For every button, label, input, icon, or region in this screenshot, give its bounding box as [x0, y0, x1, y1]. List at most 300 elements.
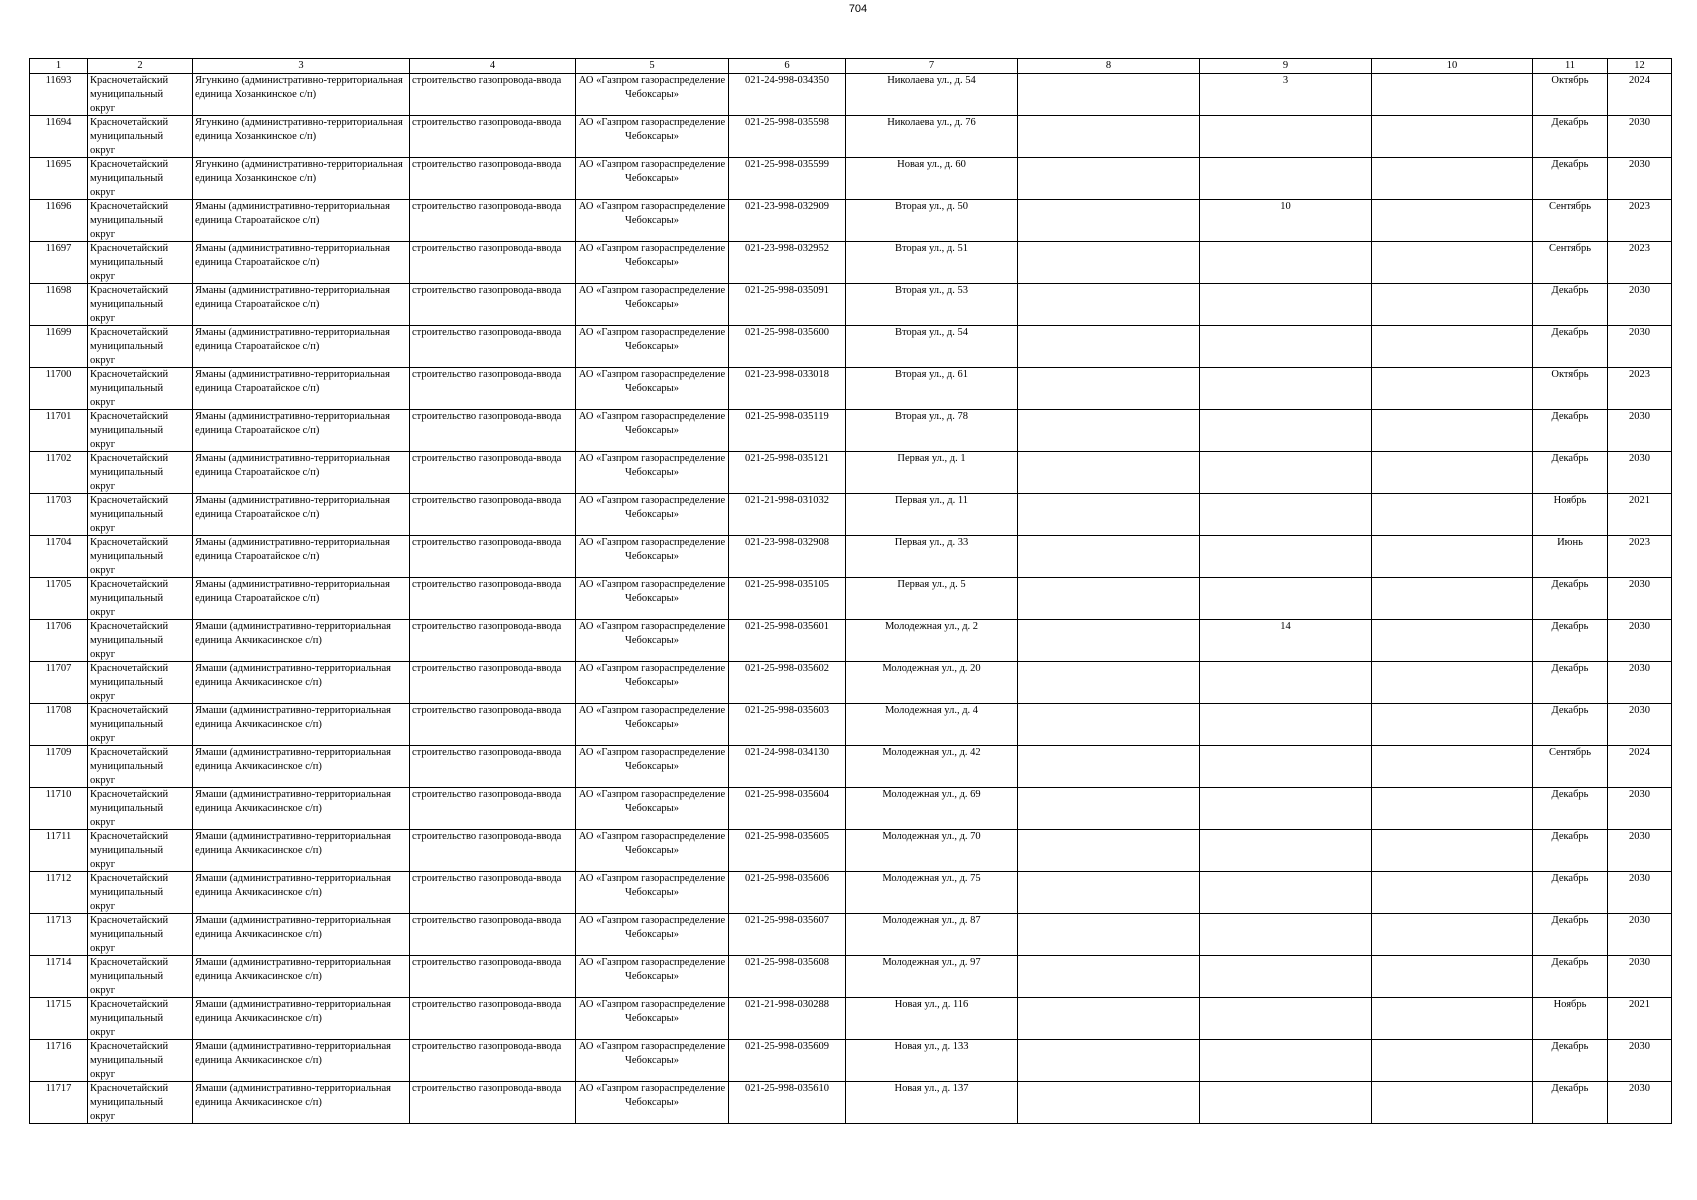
- column-8-cell: [1018, 872, 1200, 914]
- work-type-cell: [410, 872, 576, 914]
- organization-cell-text: АО «Газпром газораспределение Чебоксары»: [578, 915, 726, 940]
- row-number-cell: [30, 536, 88, 578]
- address-cell-text: Вторая ул., д. 54: [894, 327, 969, 338]
- work-type-cell-text: строительство газопровода-ввода: [412, 117, 562, 128]
- district-cell: [88, 410, 193, 452]
- work-type-cell: [410, 914, 576, 956]
- district-cell-text: Красночетайский муниципальный округ: [90, 285, 169, 324]
- row-number-cell-text: 11714: [45, 957, 72, 968]
- column-9-cell: [1200, 284, 1372, 326]
- column-10-cell: [1372, 620, 1533, 662]
- column-10-cell-text: [1374, 704, 1530, 745]
- table-row: [30, 788, 1672, 830]
- table-row: [30, 200, 1672, 242]
- month-cell: [1533, 158, 1608, 200]
- object-code-cell-text: 021-24-998-034350: [745, 75, 829, 86]
- row-number-cell-text: 11701: [45, 411, 72, 422]
- object-code-cell-text: 021-25-998-035105: [745, 579, 829, 590]
- district-cell: [88, 746, 193, 788]
- column-9-cell-text: [1202, 116, 1369, 157]
- locality-cell: [193, 74, 410, 116]
- work-type-cell-text: строительство газопровода-ввода: [412, 327, 562, 338]
- work-type-cell: [410, 452, 576, 494]
- locality-cell: [193, 914, 410, 956]
- district-cell-text: Красночетайский муниципальный округ: [90, 495, 169, 534]
- column-header: 5: [576, 59, 729, 74]
- column-10-cell: [1372, 284, 1533, 326]
- column-10-cell: [1372, 452, 1533, 494]
- organization-cell-text: АО «Газпром газораспределение Чебоксары»: [578, 285, 726, 310]
- district-cell: [88, 704, 193, 746]
- address-cell: [846, 1040, 1018, 1082]
- column-8-cell: [1018, 368, 1200, 410]
- column-9-cell: [1200, 746, 1372, 788]
- district-cell-text: Красночетайский муниципальный округ: [90, 75, 169, 114]
- column-8-cell-text: [1020, 242, 1197, 283]
- month-cell: [1533, 410, 1608, 452]
- address-cell-text: Новая ул., д. 137: [894, 1083, 969, 1094]
- locality-cell-text: Ягункино (административно-территориальная единица Хозанкинское с/п): [195, 159, 403, 184]
- locality-cell-text: Ямаши (административно-территориальная единица Акчикасинское с/п): [195, 663, 391, 688]
- table-row: [30, 1082, 1672, 1124]
- column-9-cell-text: [1202, 242, 1369, 283]
- row-number-cell: [30, 704, 88, 746]
- address-cell-text: Вторая ул., д. 51: [894, 243, 969, 254]
- organization-cell-text: АО «Газпром газораспределение Чебоксары»: [578, 495, 726, 520]
- locality-cell-text: Ямаши (административно-территориальная единица Акчикасинское с/п): [195, 831, 391, 856]
- month-cell: [1533, 74, 1608, 116]
- work-type-cell: [410, 998, 576, 1040]
- column-10-cell: [1372, 158, 1533, 200]
- year-cell-text: 2023: [1629, 201, 1650, 212]
- row-number-cell: [30, 410, 88, 452]
- month-cell-text: Декабрь: [1551, 453, 1589, 464]
- column-9-cell-text: [1202, 998, 1369, 1039]
- month-cell-text: Октябрь: [1551, 369, 1589, 380]
- address-cell: [846, 704, 1018, 746]
- row-number-cell-text: 11694: [45, 117, 72, 128]
- object-code-cell: [729, 872, 846, 914]
- month-cell: [1533, 536, 1608, 578]
- address-cell-text: Первая ул., д. 11: [894, 495, 969, 506]
- work-type-cell: [410, 200, 576, 242]
- column-9-cell-text: [1202, 158, 1369, 199]
- object-code-cell-text: 021-25-998-035602: [745, 663, 829, 674]
- year-cell-text: 2030: [1629, 159, 1650, 170]
- month-cell: [1533, 914, 1608, 956]
- locality-cell: [193, 620, 410, 662]
- work-type-cell: [410, 494, 576, 536]
- row-number-cell-text: 11713: [45, 915, 72, 926]
- row-number-cell: [30, 662, 88, 704]
- column-8-cell-text: [1020, 410, 1197, 451]
- column-9-cell-text: [1202, 704, 1369, 745]
- row-number-cell-text: 11706: [45, 621, 72, 632]
- table-row: [30, 326, 1672, 368]
- object-code-cell-text: 021-25-998-035121: [745, 453, 829, 464]
- month-cell-text: Ноябрь: [1553, 495, 1587, 506]
- row-number-cell: [30, 200, 88, 242]
- district-cell-text: Красночетайский муниципальный округ: [90, 1041, 169, 1080]
- object-code-cell-text: 021-25-998-035600: [745, 327, 829, 338]
- column-header: 8: [1018, 59, 1200, 74]
- work-type-cell: [410, 368, 576, 410]
- column-10-cell-text: [1374, 1040, 1530, 1081]
- organization-cell-text: АО «Газпром газораспределение Чебоксары»: [578, 327, 726, 352]
- object-code-cell: [729, 746, 846, 788]
- column-8-cell-text: [1020, 74, 1197, 115]
- row-number-cell: [30, 746, 88, 788]
- table-row: [30, 452, 1672, 494]
- column-9-cell: [1200, 368, 1372, 410]
- month-cell-text: Декабрь: [1551, 1041, 1589, 1052]
- object-code-cell-text: 021-25-998-035599: [745, 159, 829, 170]
- object-code-cell-text: 021-23-998-033018: [745, 369, 829, 380]
- year-cell-text: 2030: [1629, 957, 1650, 968]
- district-cell: [88, 452, 193, 494]
- row-number-cell: [30, 74, 88, 116]
- work-type-cell-text: строительство газопровода-ввода: [412, 285, 562, 296]
- year-cell: [1608, 242, 1672, 284]
- year-cell: [1608, 1082, 1672, 1124]
- month-cell-text: Декабрь: [1551, 159, 1589, 170]
- column-10-cell-text: [1374, 284, 1530, 325]
- work-type-cell-text: строительство газопровода-ввода: [412, 453, 562, 464]
- row-number-cell: [30, 284, 88, 326]
- month-cell-text: Сентябрь: [1548, 243, 1592, 254]
- column-9-cell: [1200, 914, 1372, 956]
- year-cell: [1608, 1040, 1672, 1082]
- column-10-cell-text: [1374, 452, 1530, 493]
- year-cell: [1608, 158, 1672, 200]
- year-cell-text: 2030: [1629, 579, 1650, 590]
- year-cell-text: 2030: [1629, 705, 1650, 716]
- column-10-cell-text: [1374, 998, 1530, 1039]
- month-cell: [1533, 872, 1608, 914]
- table-row: [30, 158, 1672, 200]
- year-cell-text: 2021: [1629, 495, 1650, 506]
- work-type-cell-text: строительство газопровода-ввода: [412, 411, 562, 422]
- district-cell-text: Красночетайский муниципальный округ: [90, 957, 169, 996]
- year-cell-text: 2023: [1629, 369, 1650, 380]
- month-cell: [1533, 242, 1608, 284]
- column-header: 11: [1533, 59, 1608, 74]
- locality-cell-text: Ягункино (административно-территориальная единица Хозанкинское с/п): [195, 117, 403, 142]
- address-cell-text: Первая ул., д. 5: [897, 579, 966, 590]
- work-type-cell-text: строительство газопровода-ввода: [412, 159, 562, 170]
- column-header: 1: [30, 59, 88, 74]
- column-10-cell: [1372, 830, 1533, 872]
- work-type-cell-text: строительство газопровода-ввода: [412, 663, 562, 674]
- organization-cell: [576, 872, 729, 914]
- address-cell-text: Молодежная ул., д. 87: [882, 915, 981, 926]
- month-cell-text: Декабрь: [1551, 285, 1589, 296]
- year-cell-text: 2030: [1629, 285, 1650, 296]
- organization-cell-text: АО «Газпром газораспределение Чебоксары»: [578, 201, 726, 226]
- address-cell-text: Вторая ул., д. 61: [894, 369, 969, 380]
- organization-cell-text: АО «Газпром газораспределение Чебоксары»: [578, 411, 726, 436]
- year-cell: [1608, 704, 1672, 746]
- month-cell-text: Сентябрь: [1548, 201, 1592, 212]
- column-8-cell: [1018, 956, 1200, 998]
- locality-cell: [193, 494, 410, 536]
- locality-cell: [193, 200, 410, 242]
- column-9-cell: [1200, 74, 1372, 116]
- year-cell: [1608, 788, 1672, 830]
- column-8-cell-text: [1020, 368, 1197, 409]
- work-type-cell: [410, 956, 576, 998]
- month-cell: [1533, 1082, 1608, 1124]
- address-cell: [846, 1082, 1018, 1124]
- organization-cell: [576, 578, 729, 620]
- column-8-cell-text: [1020, 620, 1197, 661]
- address-cell-text: Молодежная ул., д. 20: [882, 663, 981, 674]
- column-9-cell-text: [1202, 956, 1369, 997]
- month-cell-text: Декабрь: [1551, 411, 1589, 422]
- table-row: [30, 410, 1672, 452]
- work-type-cell: [410, 620, 576, 662]
- month-cell: [1533, 704, 1608, 746]
- district-cell-text: Красночетайский муниципальный округ: [90, 117, 169, 156]
- organization-cell-text: АО «Газпром газораспределение Чебоксары»: [578, 537, 726, 562]
- object-code-cell: [729, 200, 846, 242]
- column-10-cell-text: [1374, 956, 1530, 997]
- locality-cell: [193, 1082, 410, 1124]
- organization-cell-text: АО «Газпром газораспределение Чебоксары»: [578, 999, 726, 1024]
- organization-cell-text: АО «Газпром газораспределение Чебоксары»: [578, 747, 726, 772]
- district-cell: [88, 872, 193, 914]
- month-cell: [1533, 788, 1608, 830]
- column-9-cell-text: [1202, 914, 1369, 955]
- column-8-cell-text: [1020, 1040, 1197, 1081]
- row-number-cell-text: 11705: [45, 579, 72, 590]
- year-cell-text: 2030: [1629, 789, 1650, 800]
- column-9-cell-text: [1202, 410, 1369, 451]
- district-cell: [88, 116, 193, 158]
- work-type-cell: [410, 1082, 576, 1124]
- district-cell: [88, 200, 193, 242]
- address-cell-text: Новая ул., д. 116: [894, 999, 969, 1010]
- work-type-cell-text: строительство газопровода-ввода: [412, 1041, 562, 1052]
- column-9-cell: [1200, 830, 1372, 872]
- address-cell: [846, 200, 1018, 242]
- organization-cell: [576, 914, 729, 956]
- object-code-cell: [729, 536, 846, 578]
- column-9-cell: [1200, 788, 1372, 830]
- table-row: [30, 74, 1672, 116]
- month-cell-text: Декабрь: [1551, 831, 1589, 842]
- year-cell: [1608, 284, 1672, 326]
- locality-cell-text: Ямаши (административно-территориальная единица Акчикасинское с/п): [195, 1041, 391, 1066]
- organization-cell: [576, 200, 729, 242]
- column-9-cell: [1200, 116, 1372, 158]
- year-cell-text: 2030: [1629, 1083, 1650, 1094]
- column-header: 6: [729, 59, 846, 74]
- column-9-cell-text: [1202, 536, 1369, 577]
- year-cell: [1608, 116, 1672, 158]
- month-cell-text: Декабрь: [1551, 663, 1589, 674]
- column-8-cell: [1018, 830, 1200, 872]
- row-number-cell-text: 11700: [45, 369, 72, 380]
- year-cell: [1608, 872, 1672, 914]
- column-header: 4: [410, 59, 576, 74]
- column-9-cell-text: [1202, 578, 1369, 619]
- address-cell: [846, 116, 1018, 158]
- organization-cell-text: АО «Газпром газораспределение Чебоксары»: [578, 957, 726, 982]
- organization-cell: [576, 662, 729, 704]
- column-8-cell-text: [1020, 998, 1197, 1039]
- organization-cell: [576, 158, 729, 200]
- address-cell-text: Николаева ул., д. 76: [887, 117, 976, 128]
- table-row: [30, 242, 1672, 284]
- address-cell: [846, 536, 1018, 578]
- column-10-cell: [1372, 788, 1533, 830]
- organization-cell: [576, 494, 729, 536]
- year-cell-text: 2030: [1629, 621, 1650, 632]
- year-cell-text: 2021: [1629, 999, 1650, 1010]
- object-code-cell-text: 021-21-998-030288: [745, 999, 829, 1010]
- table-row: [30, 914, 1672, 956]
- month-cell-text: Декабрь: [1551, 1083, 1589, 1094]
- organization-cell: [576, 1040, 729, 1082]
- column-9-cell-text: [1202, 662, 1369, 703]
- column-9-cell: [1200, 1040, 1372, 1082]
- work-type-cell-text: строительство газопровода-ввода: [412, 831, 562, 842]
- year-cell-text: 2030: [1629, 117, 1650, 128]
- address-cell-text: Первая ул., д. 33: [894, 537, 969, 548]
- address-cell: [846, 578, 1018, 620]
- locality-cell-text: Яманы (административно-территориальная единица Староатайское с/п): [195, 243, 390, 268]
- locality-cell-text: Яманы (административно-территориальная единица Староатайское с/п): [195, 327, 390, 352]
- row-number-cell: [30, 368, 88, 410]
- row-number-cell-text: 11698: [45, 285, 72, 296]
- object-code-cell-text: 021-23-998-032908: [745, 537, 829, 548]
- column-header: 2: [88, 59, 193, 74]
- column-9-cell-text: 3: [1282, 75, 1289, 86]
- column-10-cell: [1372, 662, 1533, 704]
- column-8-cell: [1018, 1040, 1200, 1082]
- district-cell: [88, 326, 193, 368]
- month-cell: [1533, 578, 1608, 620]
- column-8-cell: [1018, 200, 1200, 242]
- organization-cell: [576, 368, 729, 410]
- column-9-cell-text: [1202, 788, 1369, 829]
- address-cell-text: Новая ул., д. 60: [897, 159, 966, 170]
- district-cell-text: Красночетайский муниципальный округ: [90, 411, 169, 450]
- locality-cell: [193, 1040, 410, 1082]
- row-number-cell: [30, 872, 88, 914]
- column-9-cell: [1200, 704, 1372, 746]
- month-cell-text: Июнь: [1557, 537, 1583, 548]
- row-number-cell: [30, 788, 88, 830]
- month-cell-text: Октябрь: [1551, 75, 1589, 86]
- address-cell: [846, 620, 1018, 662]
- table-row: [30, 872, 1672, 914]
- table-row: [30, 746, 1672, 788]
- month-cell: [1533, 998, 1608, 1040]
- table-row: [30, 578, 1672, 620]
- district-cell: [88, 494, 193, 536]
- object-code-cell: [729, 788, 846, 830]
- month-cell: [1533, 1040, 1608, 1082]
- column-9-cell: [1200, 662, 1372, 704]
- column-9-cell: [1200, 326, 1372, 368]
- work-type-cell-text: строительство газопровода-ввода: [412, 915, 562, 926]
- object-code-cell: [729, 578, 846, 620]
- district-cell-text: Красночетайский муниципальный округ: [90, 915, 169, 954]
- row-number-cell-text: 11693: [45, 75, 72, 86]
- column-9-cell-text: [1202, 746, 1369, 787]
- address-cell: [846, 872, 1018, 914]
- column-8-cell: [1018, 1082, 1200, 1124]
- address-cell: [846, 368, 1018, 410]
- address-cell: [846, 410, 1018, 452]
- column-10-cell-text: [1374, 74, 1530, 115]
- locality-cell: [193, 326, 410, 368]
- work-type-cell: [410, 662, 576, 704]
- row-number-cell: [30, 578, 88, 620]
- object-code-cell-text: 021-25-998-035610: [745, 1083, 829, 1094]
- month-cell-text: Сентябрь: [1548, 747, 1592, 758]
- table-header: [30, 59, 1672, 74]
- column-10-cell: [1372, 1040, 1533, 1082]
- address-cell: [846, 326, 1018, 368]
- column-8-cell: [1018, 242, 1200, 284]
- row-number-cell: [30, 830, 88, 872]
- column-header: 9: [1200, 59, 1372, 74]
- address-cell-text: Николаева ул., д. 54: [887, 75, 976, 86]
- column-8-cell: [1018, 410, 1200, 452]
- district-cell-text: Красночетайский муниципальный округ: [90, 705, 169, 744]
- column-10-cell-text: [1374, 914, 1530, 955]
- column-8-cell-text: [1020, 284, 1197, 325]
- address-cell-text: Новая ул., д. 133: [894, 1041, 969, 1052]
- column-10-cell: [1372, 536, 1533, 578]
- year-cell: [1608, 536, 1672, 578]
- object-code-cell-text: 021-25-998-035607: [745, 915, 829, 926]
- object-code-cell-text: 021-25-998-035609: [745, 1041, 829, 1052]
- table-row: [30, 494, 1672, 536]
- column-10-cell-text: [1374, 116, 1530, 157]
- work-type-cell-text: строительство газопровода-ввода: [412, 789, 562, 800]
- object-code-cell: [729, 242, 846, 284]
- column-10-cell: [1372, 914, 1533, 956]
- locality-cell: [193, 788, 410, 830]
- locality-cell: [193, 746, 410, 788]
- address-cell: [846, 956, 1018, 998]
- address-cell: [846, 74, 1018, 116]
- year-cell: [1608, 368, 1672, 410]
- organization-cell-text: АО «Газпром газораспределение Чебоксары»: [578, 663, 726, 688]
- object-code-cell-text: 021-25-998-035601: [745, 621, 829, 632]
- object-code-cell: [729, 620, 846, 662]
- row-number-cell: [30, 620, 88, 662]
- month-cell-text: Декабрь: [1551, 915, 1589, 926]
- work-type-cell: [410, 74, 576, 116]
- year-cell: [1608, 662, 1672, 704]
- column-8-cell-text: [1020, 746, 1197, 787]
- column-10-cell-text: [1374, 788, 1530, 829]
- column-8-cell-text: [1020, 536, 1197, 577]
- organization-cell-text: АО «Газпром газораспределение Чебоксары»: [578, 621, 726, 646]
- organization-cell: [576, 620, 729, 662]
- column-header: 10: [1372, 59, 1533, 74]
- address-cell: [846, 746, 1018, 788]
- work-type-cell-text: строительство газопровода-ввода: [412, 537, 562, 548]
- column-8-cell: [1018, 116, 1200, 158]
- locality-cell: [193, 578, 410, 620]
- column-8-cell-text: [1020, 662, 1197, 703]
